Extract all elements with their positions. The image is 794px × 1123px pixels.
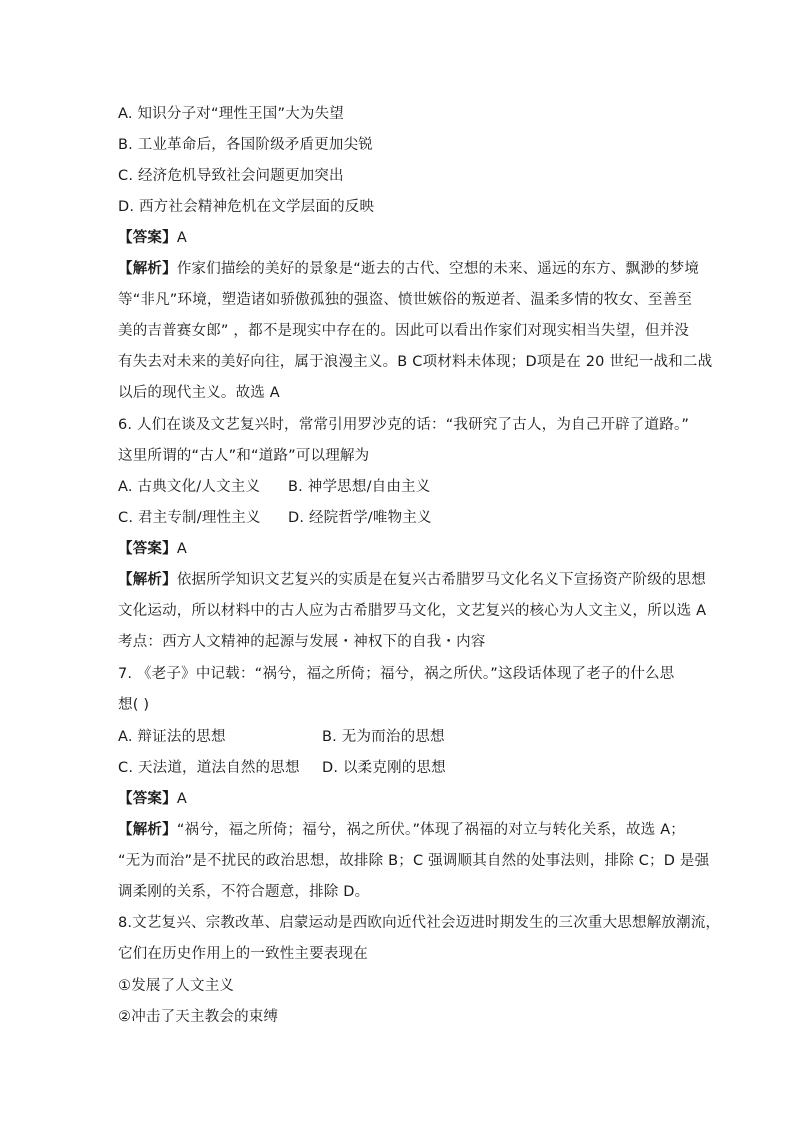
q5-analysis-line-1 bbox=[118, 259, 700, 279]
q6-answer bbox=[118, 539, 678, 559]
answer-tag: 【答案】 bbox=[118, 230, 177, 246]
analysis-tag: 【解析】 bbox=[118, 572, 177, 588]
q5-analysis-line-4: 有失去对未来的美好向往，属于浪漫主义。B C项材料未体现；D项是在 20 世纪一战和二战 bbox=[118, 354, 713, 370]
q6-analysis-line-2: 文化运动，所以材料中的古人应为古希腊罗马文化，文艺复兴的核心为人文主义，所以选 A bbox=[118, 603, 707, 619]
q7-stem-line-1: 7. 《老子》中记载：“祸兮，福之所倚；福兮，祸之所伏。”这段话体现了老子的什么思 bbox=[118, 666, 675, 682]
analysis-tag: 【解析】 bbox=[118, 261, 177, 277]
q7-stem-line-2: 想( ) bbox=[118, 697, 150, 713]
answer-tag: 【答案】 bbox=[118, 791, 177, 807]
q5-option-d: D. 西方社会精神危机在文学层面的反映 bbox=[118, 199, 375, 215]
q5-analysis-line-5: 以后的现代主义。故选 A bbox=[118, 385, 280, 401]
q6-analysis-line-3: 考点：西方人文精神的起源与发展・神权下的自我・内容 bbox=[118, 634, 486, 650]
q5-option-c: C. 经济危机导致社会问题更加突出 bbox=[118, 168, 344, 184]
q7-analysis-line-1 bbox=[118, 820, 686, 840]
q5-analysis-line-3: 美的吉普赛女郎” ，都不是现实中存在的。因此可以看出作家们对现实相当失望，但并没 bbox=[118, 323, 690, 339]
q7-option-d: D. 以柔克刚的思想 bbox=[322, 760, 446, 776]
analysis-text: 依据所学知识文艺复兴的实质是在复兴古希腊罗马文化名义下宣扬资产阶级的思想 bbox=[176, 572, 707, 588]
answer-value: A bbox=[176, 230, 187, 246]
q7-option-b: B. 无为而治的思想 bbox=[322, 729, 445, 745]
q6-options-row-2 bbox=[118, 508, 678, 528]
q8-item-1: ①发展了人文主义 bbox=[118, 978, 235, 994]
q5-analysis-line-2: 等“非凡”环境，塑造诸如骄傲孤独的强盗、愤世嫉俗的叛逆者、温柔多情的牧女、至善至 bbox=[118, 292, 693, 308]
q7-option-a: A. 辩证法的思想 bbox=[118, 729, 226, 745]
q6-stem-line-1: 6. 人们在谈及文艺复兴时，常常引用罗沙克的话：“我研究了古人，为自己开辟了道路。” bbox=[118, 417, 690, 433]
answer-tag: 【答案】 bbox=[118, 541, 177, 557]
q6-option-c: C. 君主专制/理性主义 bbox=[118, 510, 261, 526]
q7-analysis-line-2: “无为而治”是不扰民的政治思想，故排除 B；C 强调顺其自然的处事法则，排除 C；D 是强 bbox=[118, 853, 710, 869]
q6-option-b: B. 神学思想/自由主义 bbox=[288, 479, 431, 495]
q6-option-d: D. 经院哲学/唯物主义 bbox=[288, 510, 432, 526]
q8-stem-line-2: 它们在历史作用上的一致性主要表现在 bbox=[118, 946, 368, 962]
q7-analysis-line-3: 调柔刚的关系，不符合题意，排除 D。 bbox=[118, 884, 370, 900]
analysis-tag: 【解析】 bbox=[118, 822, 177, 838]
q5-option-b: B. 工业革命后，各国阶级矛盾更加尖锐 bbox=[118, 137, 373, 153]
q6-option-a: A. 古典文化/人文主义 bbox=[118, 479, 261, 495]
q8-stem-line-1: 8.文艺复兴、宗教改革、启蒙运动是西欧向近代社会迈进时期发生的三次重大思想解放潮流， bbox=[118, 915, 721, 931]
q5-option-a: A. 知识分子对“理性王国”大为失望 bbox=[118, 106, 345, 122]
analysis-text: 作家们描绘的美好的景象是“逝去的古代、空想的未来、遥远的东方、飘渺的梦境 bbox=[176, 261, 700, 277]
q7-option-c: C. 天法道，道法自然的思想 bbox=[118, 760, 300, 776]
analysis-text: “祸兮，福之所倚；福兮，祸之所伏。”体现了祸福的对立与转化关系，故选 A； bbox=[176, 822, 686, 838]
q6-analysis-line-1 bbox=[118, 570, 707, 590]
q7-options-row-1 bbox=[118, 727, 678, 747]
q7-answer bbox=[118, 789, 678, 809]
q8-item-2: ②冲击了天主教会的束缚 bbox=[118, 1009, 279, 1025]
q6-options-row-1 bbox=[118, 477, 678, 497]
q6-stem-line-2: 这里所谓的“古人”和“道路”可以理解为 bbox=[118, 448, 370, 464]
q5-answer bbox=[118, 228, 678, 248]
answer-value: A bbox=[176, 541, 187, 557]
answer-value: A bbox=[176, 791, 187, 807]
q7-options-row-2 bbox=[118, 758, 678, 778]
